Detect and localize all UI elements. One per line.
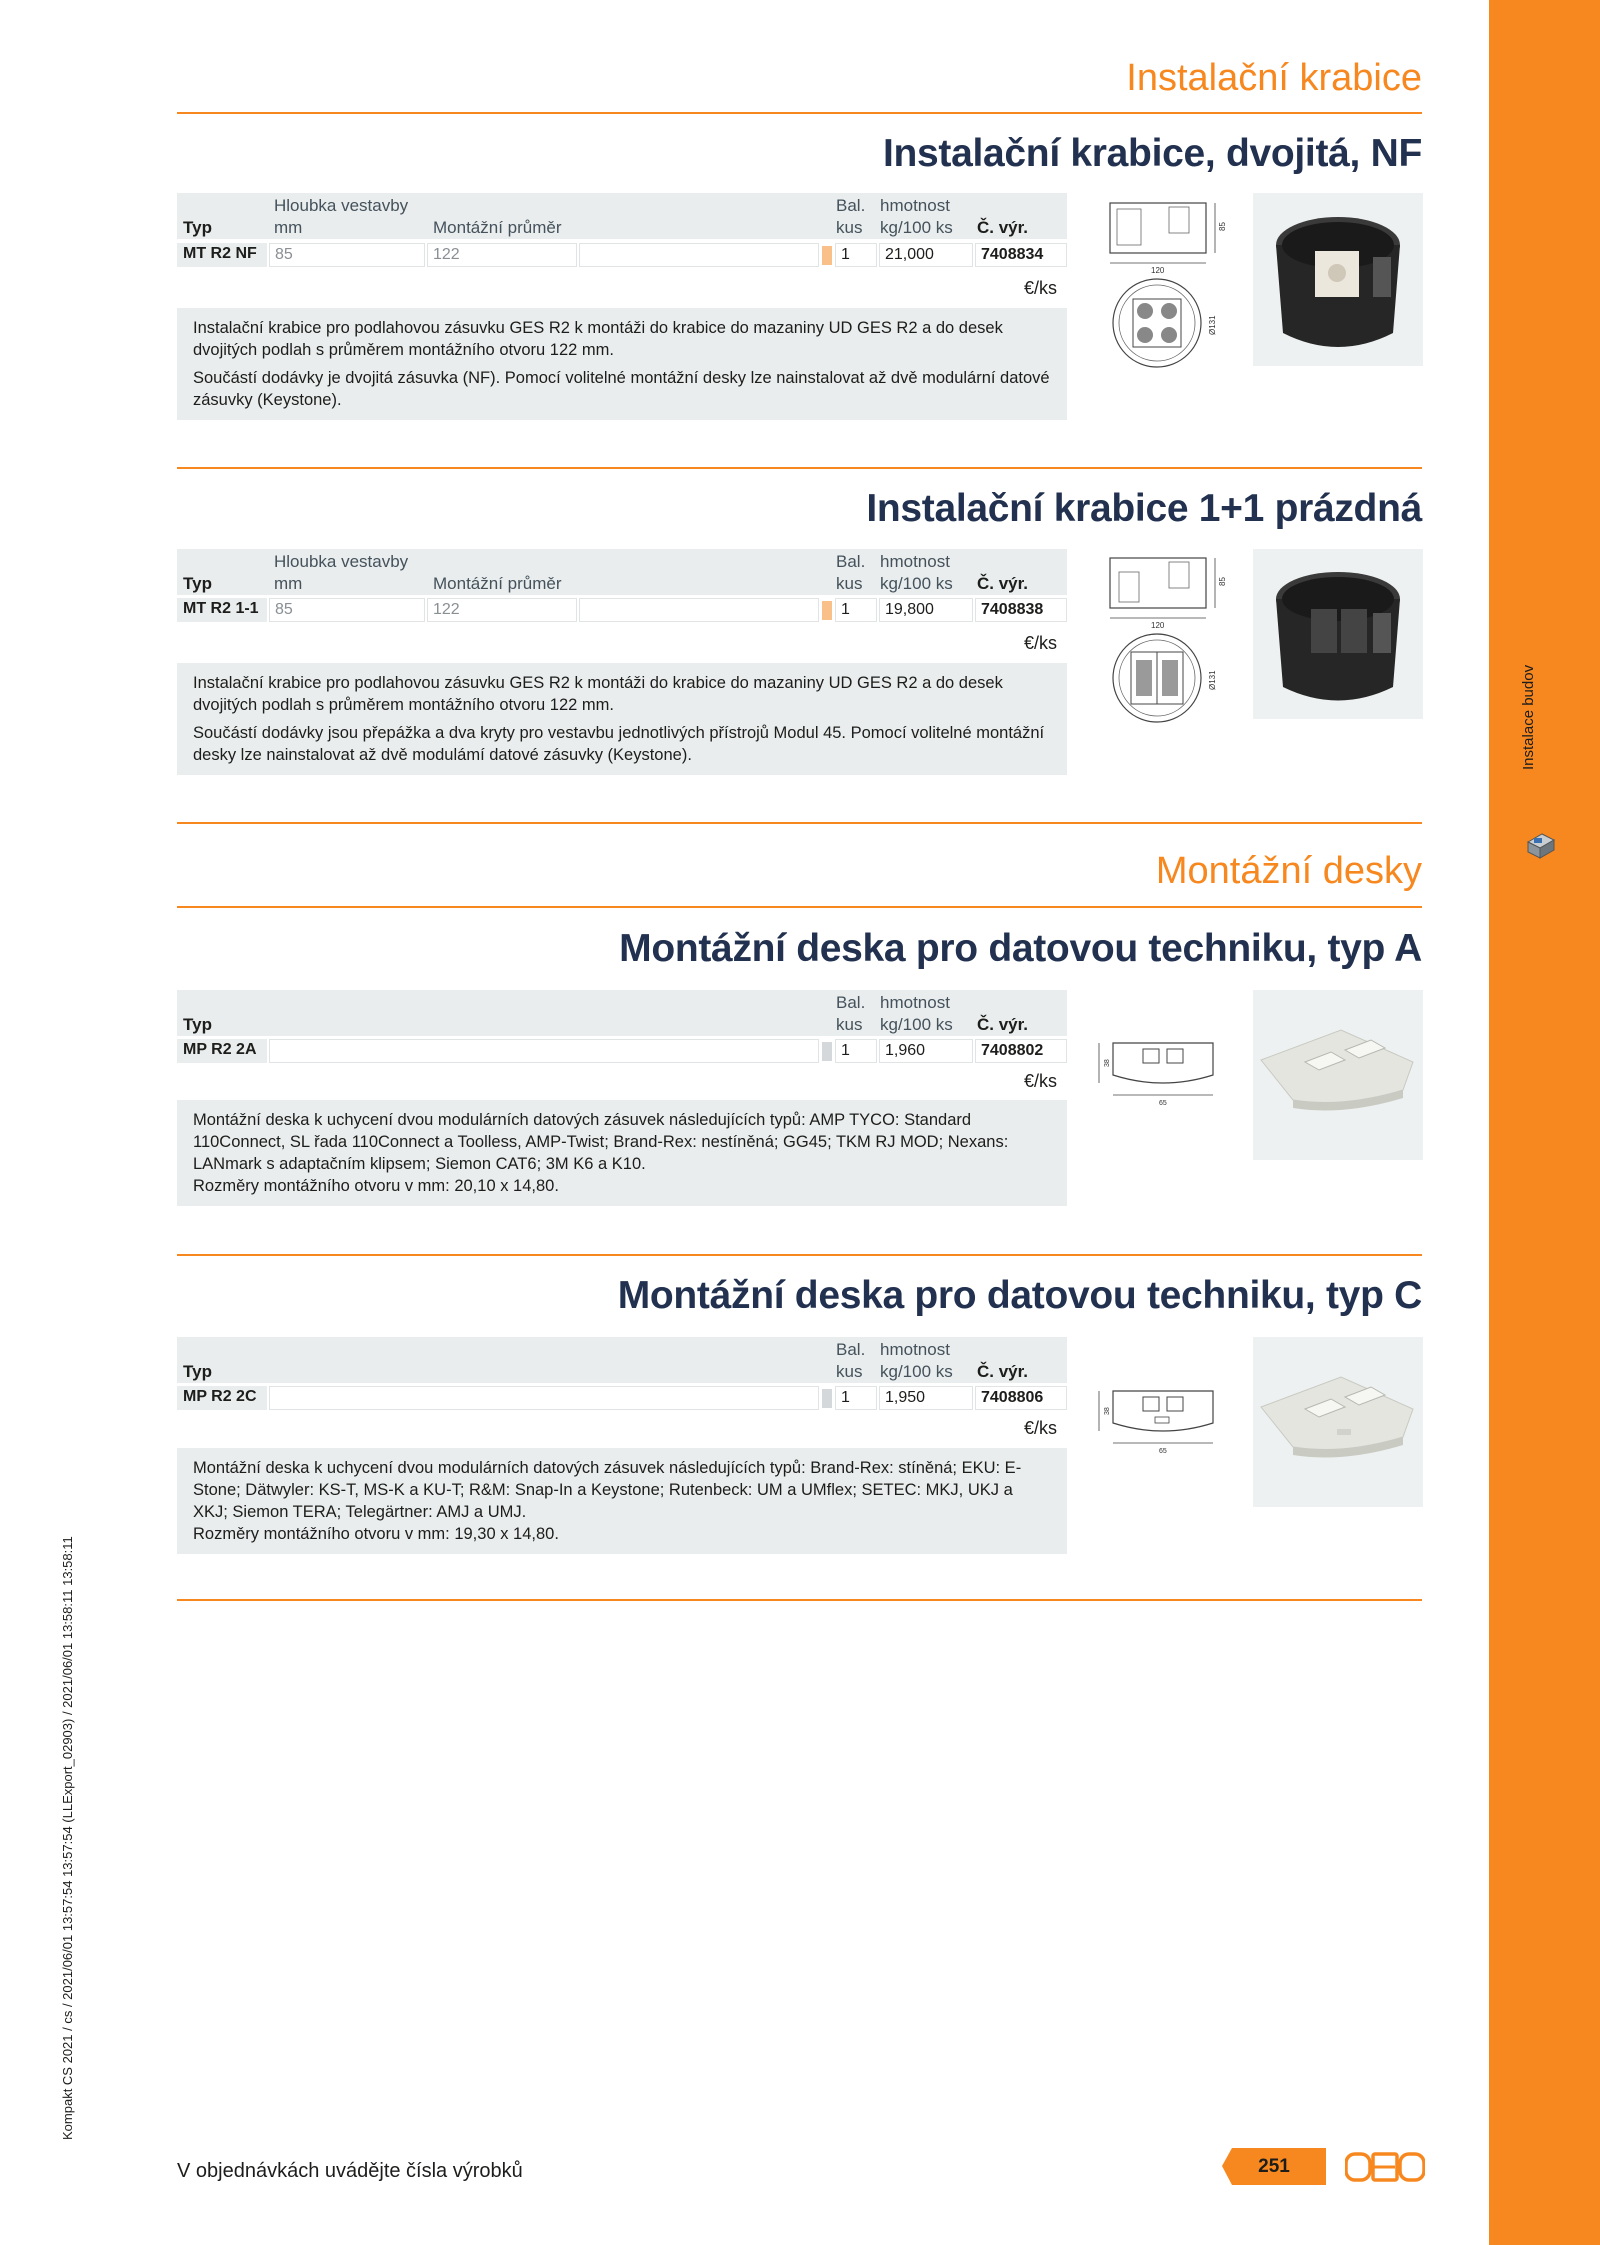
diameter-value: 122 (427, 243, 577, 267)
dimension-label: 65 (1159, 1448, 1167, 1455)
weight-value: 1,950 (879, 1386, 973, 1410)
header-depth-unit: mm (274, 218, 303, 237)
depth-value: 85 (269, 243, 425, 267)
header-depth-unit: mm (274, 574, 303, 593)
product-description (177, 1448, 1067, 1554)
blank-cell (269, 1386, 819, 1410)
header-bal: Bal. (836, 993, 866, 1012)
description-paragraph: Součástí dodávky jsou přepážka a dva kryty pro vestavbu jednotlivých přístrojů Modul 45. Pomocí volitelné montážní desky lze nainstalovat až dvě modulámí datové zásuvky (Keystone). (193, 724, 1045, 764)
table-header (177, 990, 1067, 1036)
sidebar-section-label (1520, 655, 1570, 835)
header-bal-unit: kus (836, 1362, 863, 1381)
description-paragraph: Montážní deska k uchycení dvou modulárních datových zásuvek následujících typů: AMP TYCO: Standard 110Connect, SL řada 110Connect a Toolless, AMP-Twist; Brand-Rex: nestíněná; GG45; TKM RJ MOD; Nexans: LANmark s adaptačním klipsem; Siemon CAT6; 3M K6 a K10. (193, 1111, 1009, 1173)
diameter-value: 122 (427, 598, 577, 622)
product-code: MT R2 1-1 (177, 598, 267, 622)
article-number: 7408806 (975, 1386, 1067, 1410)
header-bal: Bal. (836, 1340, 866, 1359)
price-marker (822, 1042, 832, 1061)
product-description (177, 308, 1067, 420)
blank-cell (269, 1039, 819, 1063)
product-photo (1253, 990, 1423, 1160)
header-weight: hmotnost (880, 552, 950, 571)
header-bal-unit: kus (836, 574, 863, 593)
article-number: 7408802 (975, 1039, 1067, 1063)
header-weight-unit: kg/100 ks (880, 1015, 953, 1034)
header-article: Č. výr. (977, 1015, 1029, 1034)
technical-drawing (1105, 550, 1230, 730)
header-typ: Typ (183, 218, 212, 237)
header-article: Č. výr. (977, 1362, 1029, 1381)
price-unit: €/ks (1024, 278, 1058, 298)
qty-value: 1 (835, 598, 877, 622)
description-paragraph: Rozměry montážního otvoru v mm: 20,10 x 14,80. (193, 1177, 559, 1195)
divider (177, 822, 1422, 824)
table-row (177, 1039, 1067, 1063)
weight-value: 21,000 (879, 243, 973, 267)
table-header (177, 193, 1067, 239)
product-code: MP R2 2C (177, 1386, 267, 1410)
page-number: 251 (1258, 2156, 1290, 2177)
header-weight-unit: kg/100 ks (880, 1362, 953, 1381)
building-installation-icon (1522, 828, 1558, 864)
header-weight-unit: kg/100 ks (880, 574, 953, 593)
qty-value: 1 (835, 243, 877, 267)
product-title: Instalační krabice, dvojitá, NF (882, 132, 1422, 175)
footer-note: V objednávkách uvádějte čísla výrobků (177, 2160, 523, 2182)
header-depth: Hloubka vestavby (274, 196, 409, 215)
header-bal-unit: kus (836, 1015, 863, 1034)
technical-drawing (1105, 195, 1230, 375)
product-title: Montážní deska pro datovou techniku, typ C (617, 1274, 1422, 1317)
sidebar-tab (1489, 0, 1600, 2245)
product-description (177, 1100, 1067, 1206)
header-typ: Typ (183, 574, 212, 593)
sidebar-label-text: Instalace budov (1520, 664, 1537, 770)
article-number: 7408834 (975, 243, 1067, 267)
dimension-label: 120 (1151, 266, 1165, 275)
header-bal: Bal. (836, 196, 866, 215)
description-paragraph: Instalační krabice pro podlahovou zásuvku GES R2 k montáži do krabice do mazaniny UD GES R2 a do desek dvojitých podlah s průměrem montážního otvoru 122 mm. (193, 319, 1003, 359)
header-typ: Typ (183, 1015, 212, 1034)
description-paragraph: Montážní deska k uchycení dvou modulárních datových zásuvek následujících typů: Brand-Rex: stíněná; EKU: E-Stone; Dätwyler: KS-T, MS-K a KU-T; R&M: Snap-In a Keystone; Rutenbeck: UM a UMflex; SETEC: MKJ, UKJ a XKJ; Siemon TERA; Telegärtner: AMJ a UMJ. (193, 1459, 1022, 1521)
dimension-label: 85 (1218, 222, 1227, 231)
table-header (177, 549, 1067, 595)
header-bal: Bal. (836, 552, 866, 571)
price-unit: €/ks (1024, 1071, 1058, 1091)
dimension-label: 120 (1151, 621, 1165, 630)
header-weight: hmotnost (880, 1340, 950, 1359)
print-metadata: Kompakt CS 2021 / cs / 2021/06/01 13:57:54 13:57:54 (LLExport_02903) / 2021/06/01 13:58:11 13:58:11 (60, 1536, 75, 2140)
product-code: MP R2 2A (177, 1039, 267, 1063)
technical-drawing (1095, 1035, 1230, 1115)
product-title: Montážní deska pro datovou techniku, typ A (619, 927, 1422, 970)
blank-cell (579, 598, 819, 622)
dimension-label: 65 (1159, 1100, 1167, 1107)
header-weight: hmotnost (880, 196, 950, 215)
header-weight-unit: kg/100 ks (880, 218, 953, 237)
header-weight: hmotnost (880, 993, 950, 1012)
dimension-label: 38 (1104, 1407, 1111, 1415)
floor-box-photo (1253, 549, 1423, 719)
mounting-plate-photo (1253, 1337, 1423, 1507)
blank-cell (579, 243, 819, 267)
divider (177, 112, 1422, 114)
header-typ: Typ (183, 1362, 212, 1381)
header-article: Č. výr. (977, 218, 1029, 237)
floor-box-photo (1253, 193, 1423, 366)
price-marker (822, 1389, 832, 1408)
dimension-label: Ø131 (1208, 315, 1217, 335)
table-row (177, 1386, 1067, 1410)
price-unit: €/ks (1024, 1418, 1058, 1438)
divider (177, 1599, 1422, 1601)
weight-value: 1,960 (879, 1039, 973, 1063)
header-article: Č. výr. (977, 574, 1029, 593)
description-paragraph: Instalační krabice pro podlahovou zásuvku GES R2 k montáži do krabice do mazaniny UD GES R2 a do desek dvojitých podlah s průměrem montážního otvoru 122 mm. (193, 674, 1003, 714)
divider (177, 1254, 1422, 1256)
divider (177, 906, 1422, 908)
category-title-plates: Montážní desky (1155, 850, 1422, 892)
category-title-boxes: Instalační krabice (1126, 57, 1422, 99)
technical-drawing (1095, 1383, 1230, 1463)
logo-mark (1345, 2152, 1425, 2182)
dimension-label: Ø131 (1208, 670, 1217, 690)
product-photo (1253, 193, 1423, 366)
table-header (177, 1337, 1067, 1383)
product-photo (1253, 549, 1423, 719)
dimension-label: 85 (1218, 577, 1227, 586)
divider (177, 467, 1422, 469)
description-paragraph: Součástí dodávky je dvojitá zásuvka (NF). Pomocí volitelné montážní desky lze nainstalovat až dvě modulární datové zásuvky (Keystone). (193, 369, 1050, 409)
product-code: MT R2 NF (177, 243, 267, 267)
header-depth: Hloubka vestavby (274, 552, 409, 571)
page-number-tab (1222, 2148, 1326, 2185)
product-photo (1253, 1337, 1423, 1507)
product-title: Instalační krabice 1+1 prázdná (866, 487, 1422, 530)
price-marker (822, 601, 832, 620)
header-bal-unit: kus (836, 218, 863, 237)
price-unit: €/ks (1024, 633, 1058, 653)
weight-value: 19,800 (879, 598, 973, 622)
product-description (177, 663, 1067, 775)
header-diameter: Montážní průměr (433, 218, 562, 237)
table-row (177, 598, 1067, 622)
header-diameter: Montážní průměr (433, 574, 562, 593)
dimension-label: 38 (1104, 1059, 1111, 1067)
description-paragraph: Rozměry montážního otvoru v mm: 19,30 x 14,80. (193, 1525, 559, 1543)
obo-logo (1345, 2152, 1425, 2182)
mounting-plate-photo (1253, 990, 1423, 1160)
article-number: 7408838 (975, 598, 1067, 622)
depth-value: 85 (269, 598, 425, 622)
qty-value: 1 (835, 1039, 877, 1063)
table-row (177, 243, 1067, 267)
qty-value: 1 (835, 1386, 877, 1410)
price-marker (822, 246, 832, 265)
